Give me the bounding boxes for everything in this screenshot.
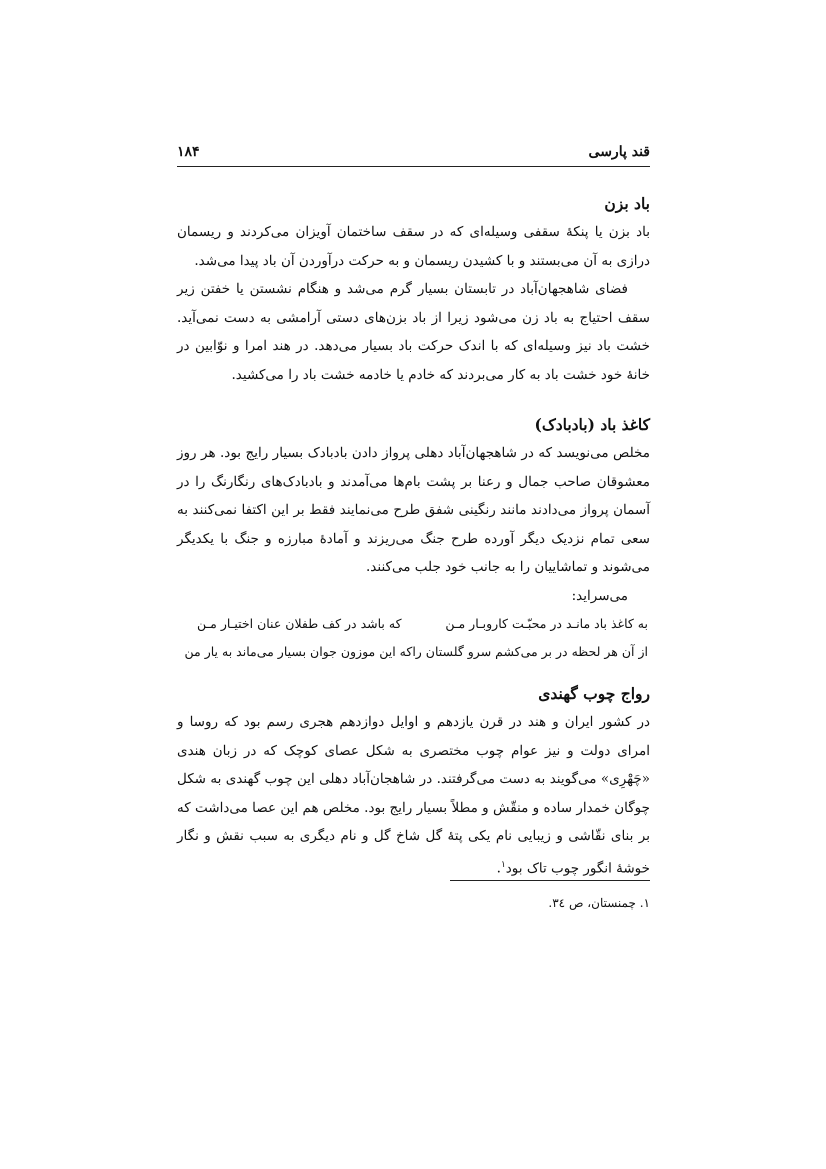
footnote: ۱. چمنستان، ص ۳٤. (548, 896, 650, 910)
paragraph: مخلص می‌نویسد که در شاهجهان‌آباد دهلی پرواز دادن بادبادک بسیار رایج بود. هر روز معشوقان صاحب جمال و رعنا بر پشت بام‌ها می‌آمدند و بادبادک‌های رنگارنگ را در آسمان پرواز می‌دادند مانند رنگینی شفق طرح می‌نمایند فقط بر این اکتفا نمی‌کنند به سعی تمام نزدیک دیگر آورده طرح جنگ می‌ریزند و آمادهٔ مبارزه و جنگ با یکدیگر می‌شوند و تماشاییان را به جانب خود جلب می‌کنند. (177, 445, 650, 575)
running-title: قند پارسی (588, 144, 650, 160)
footnote-divider (450, 880, 650, 881)
section-heading-kite: کاغذ باد (بادبادک) (534, 415, 650, 434)
paragraph: فضای شاهجهان‌آباد در تابستان بسیار گرم می‌شد و هنگام نشستن یا خفتن زیر سقف احتیاج به باد زن می‌شود زیرا از باد بزن‌های دستی آرامشی به دست نمی‌آید. خشت باد نیز وسیله‌ای که با اندک حرکت باد بسیار می‌دهد. در هند امرا و نوّابین در خانهٔ خود خشت باد به کار می‌بردند که خادم یا خادمه خشت باد را می‌کشید. (177, 281, 650, 383)
page-number: ۱۸۴ (177, 144, 200, 160)
verse-first-hemistich: به کاغذ باد مانـد در محبّـت کاروبـار مـن (445, 616, 648, 631)
page-header (177, 138, 650, 167)
section-heading-bad-bezan: باد بزن (604, 194, 650, 213)
main-content (177, 190, 650, 883)
verse-intro: می‌سراید: (571, 587, 628, 604)
paragraph-end: . (496, 860, 501, 876)
paragraph (177, 708, 650, 883)
verse-first-hemistich: از آن هر لحظه در بر می‌کشم سرو گلستان را (412, 644, 648, 659)
verse-second-hemistich: که باشد در کف طفلان عنان اختیـار مـن (197, 616, 402, 631)
section-heading-cane: رواج چوب گهندی (538, 684, 650, 703)
paragraph-text: در کشور ایران و هند در قرن یازدهم و اوایل دوازدهم هجری رسم بود که روسا و امرای دولت و نیز عوام چوب مختصری به شکل عصای کوچک که در زبان هندی «چَهْرِی» می‌گویند به دست می‌گرفتند. در شاهجان‌آباد دهلی این چوب گهندی به شکل چوگان خمدار ساده و منقّش و مطلاً بسیار رایج بود. مخلص هم این عصا می‌داشت که بر بنای نقّاشی و زیبایی نام یکی پتهٔ گل شاخ گل و نام دیگری به سبب نقش و نگار خوشهٔ انگور چوب تاک بود (177, 714, 650, 876)
verse-second-hemistich: که این موزون جوان بسیار می‌ماند به یار من (184, 644, 413, 659)
verse-line (177, 610, 650, 638)
verse-line (177, 638, 650, 666)
paragraph: باد بزن یا پنکهٔ سقفی وسیله‌ای که در سقف ساختمان آویزان می‌کردند و ریسمان درازی به آن می‌بستند و با کشیدن ریسمان و به حرکت درآوردن آن باد پیدا می‌شد. (177, 224, 650, 269)
footnote-marker: ۱ (500, 859, 506, 870)
